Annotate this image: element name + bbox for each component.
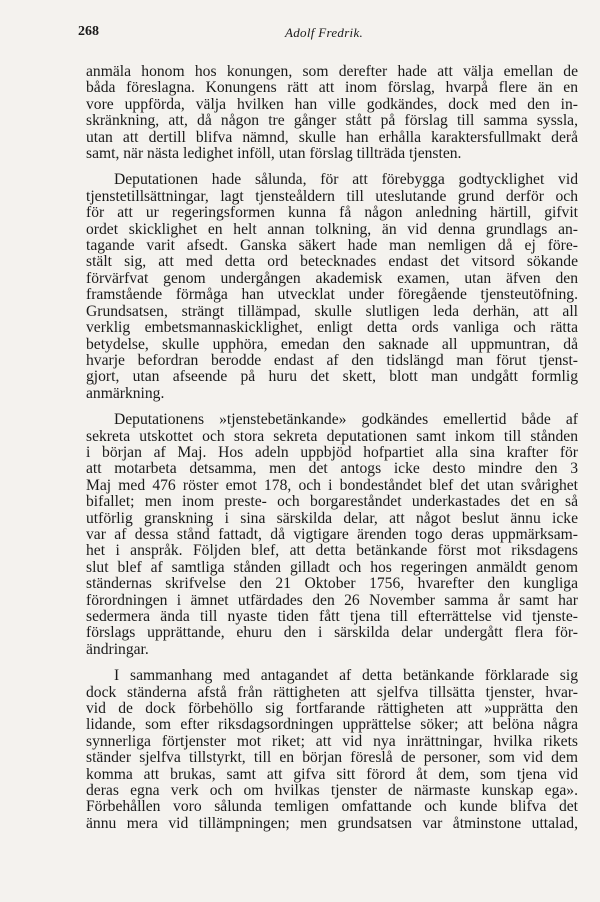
text-line: ännu mera vid tillämpningen; men grundsatsen var åtminstone uttalad, (86, 814, 578, 832)
text-line: förslags upprättande, ehuru den i särskilda delar undergått flera för- (86, 624, 578, 642)
text-line: utan att dertill blifva nämnd, skulle han erhålla karaktersfullmakt derå (86, 128, 578, 146)
text-line: att motarbeta detsamma, men det antogs icke desto mindre den 3 (86, 460, 578, 478)
text-line: Deputationens »tjenstebetänkande» godkändes emellertid både af (114, 411, 578, 429)
text-line: framstående förmåga han utvecklat under föregående tjensteutöfning. (86, 286, 578, 304)
text-line: stält sig, att med detta ord betecknades endast det vitsord sökande (86, 253, 578, 271)
paragraph-3 (86, 412, 578, 658)
text-line: vid de dock förbehöllo sig fortfarande rättigheten att »upprätta den (86, 700, 578, 718)
text-line: gjort, utan afseende på huru det skett, blott man undgått formlig (86, 368, 578, 386)
running-title: Adolf Fredrik. (285, 25, 364, 40)
text-line: I sammanhang med antagandet af detta betänkande förklarade sig (114, 667, 578, 685)
text-line: anmärkning. (86, 384, 165, 402)
text-line: vore uppförda, välja hvilken han ville godkändes, dock med den in- (86, 95, 578, 113)
text-line: utförlig granskning i sina särskilda delar, att något beslut ännu icke (86, 509, 578, 527)
page-header (0, 24, 600, 54)
text-line: Maj med 476 röster emot 178, och i bondeståndet blef det utan svårighet (86, 476, 578, 494)
text-line: bifallet; men inom preste- och borgareståndet underkastades det en så (86, 493, 578, 511)
paragraph-4 (86, 668, 578, 832)
text-line: Grundsatsen, strängt tillämpad, skulle slutligen leda derhän, att all (86, 302, 578, 320)
body-text (86, 64, 578, 842)
text-line: sedermera ända till nyaste tiden fått tjena till efterrättelse vid tjenste- (86, 608, 578, 625)
text-line: anmäla honom hos konungen, som derefter hade att välja emellan de (86, 63, 578, 80)
paragraph-1 (86, 64, 578, 162)
text-line: verklig embetsmannaskicklighet, enligt detta ords vanliga och rätta (86, 319, 578, 337)
text-line: båda föreslagna. Konungens rätt att inom förslag, hvarpå flere än en (86, 79, 578, 97)
text-line: samt, när nästa ledighet inföll, utan förslag tillträda tjensten. (86, 145, 462, 163)
text-line: skränkning, att, då någon tre gånger stått på förslag till samma syssla, (86, 112, 578, 130)
text-line: för att ur regeringsformen kunna få någon anledning härtill, gifvit (86, 204, 578, 222)
text-line: Förbehållen voro sålunda temligen omfattande och kunde blifva det (86, 798, 578, 816)
text-line: förordningen i ämnet utfärdades den 26 November samma år samt har (86, 591, 578, 609)
text-line: slut blef af samtliga stånden gilladt och hos regeringen anmäldt genom (86, 558, 578, 576)
text-line: deras egna verk och om hvilkas tjenster de närmaste kunskap ega». (86, 782, 578, 800)
text-line: Deputationen hade sålunda, för att förebygga godtycklighet vid (114, 171, 578, 189)
text-line: i början af Maj. Hos adeln uppbjöd hofpartiet alla sina krafter för (86, 443, 578, 461)
text-line: betydelse, skulle upphöra, emedan den saknade all uppmuntran, då (86, 335, 578, 353)
page-number: 268 (78, 24, 99, 39)
text-line: dock ständerna afstå från rättigheten att sjelfva tillsätta tjenster, hvar- (86, 683, 578, 701)
text-line: het i anspråk. Följden blef, att detta betänkande först mot riksdagens (86, 542, 578, 560)
text-line: ändringar. (86, 640, 149, 658)
text-line: ständernas skrifvelse den 21 Oktober 1756, hvarefter den kungliga (86, 575, 578, 593)
text-line: förvärfvat genom undergången akademisk examen, utan äfven den (86, 269, 578, 287)
paragraph-2 (86, 172, 578, 402)
text-line: lidande, som efter riksdagsordningen upprättelse söker; att belöna några (86, 716, 578, 734)
text-line: hvarje befordran berodde endast af den tidslängd man förut tjenst- (86, 351, 578, 369)
text-line: ordet skicklighet en helt annan tolkning, än vid denna grundlags an- (86, 220, 578, 238)
text-line: tjenstetillsättningar, lagt tjensteåldern till uteslutande grund derför och (86, 187, 578, 205)
text-line: komma att brukas, samt att gifva sitt förord åt dem, som tjena vid (86, 765, 578, 783)
text-line: sekreta utskottet och stora sekreta deputationen samt inkom till stånden (86, 427, 578, 445)
text-line: ständer sjelfva tillstyrkt, till en början föreslå de personer, som vid dem (86, 749, 578, 767)
text-line: synnerliga förtjenster mot riket; att vid nya inrättningar, hvilka rikets (86, 732, 578, 750)
text-line: var af dessa stånd fattadt, då vigtigare ärenden togo deras uppmärksam- (86, 525, 578, 543)
text-line: tagande varit afsedt. Ganska säkert hade man nemligen då ej före- (86, 237, 578, 255)
